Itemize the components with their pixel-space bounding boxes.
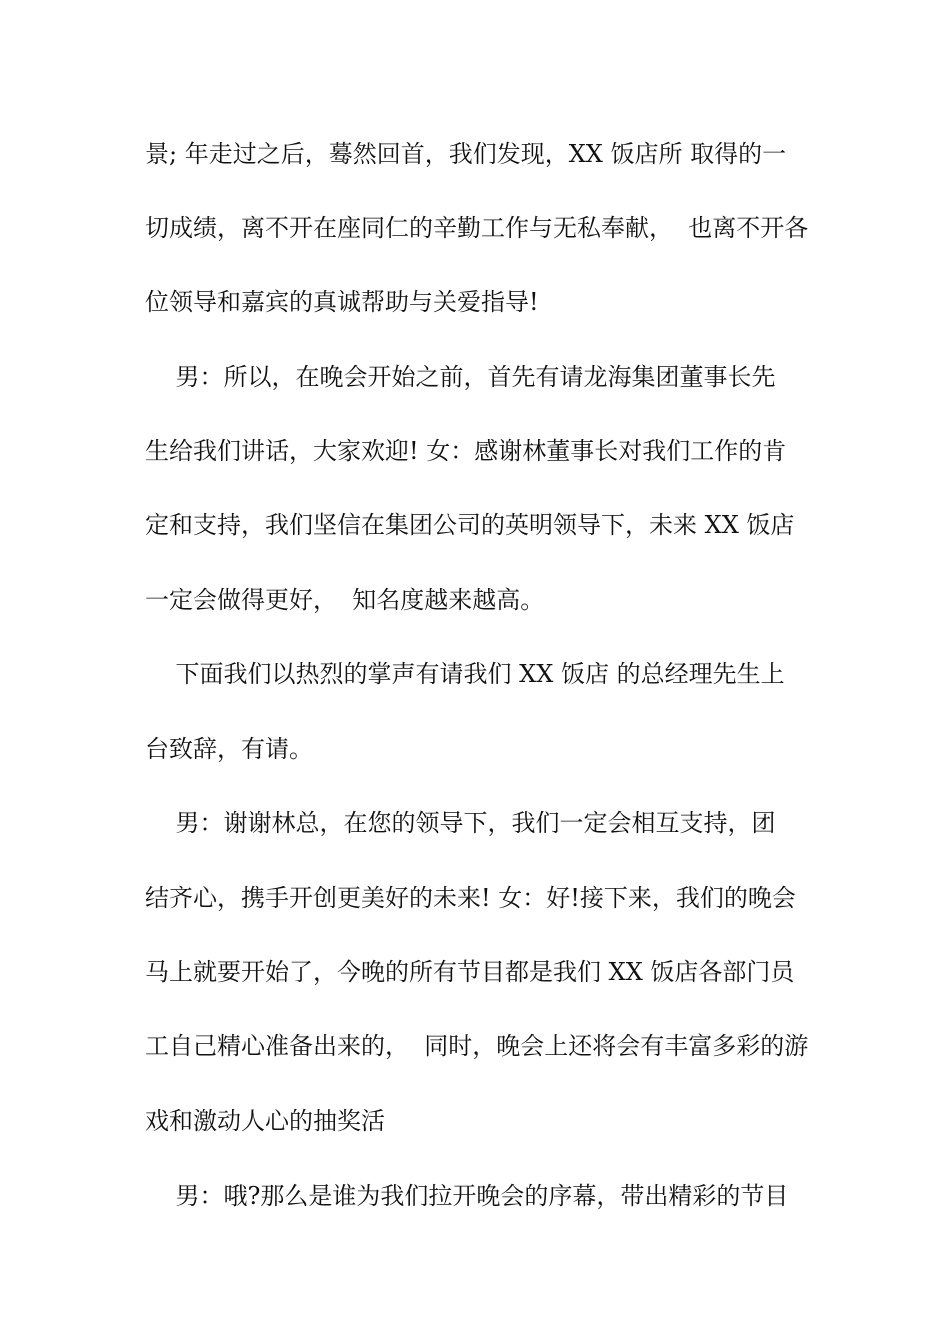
text-line: 马上就要开始了，今晚的所有节目都是我们 XX 饭店各部门员 [145,958,795,986]
text-line: 戏和激动人心的抽奖活 [145,1107,385,1135]
text-line: 一定会做得更好， 知名度越来越高。 [145,586,545,614]
text-line: 台致辞，有请。 [145,735,313,763]
text-line: 景; 年走过之后，蓦然回首，我们发现，XX 饭店所 取得的一 [145,140,787,168]
text-line: 下面我们以热烈的掌声有请我们 XX 饭店 的总经理先生上 [145,660,785,688]
text-line: 位领导和嘉宾的真诚帮助与关爱指导! [145,288,539,316]
text-line: 工自己精心准备出来的， 同时，晚会上还将会有丰富多彩的游 [145,1032,809,1060]
text-line: 生给我们讲话，大家欢迎! 女：感谢林董事长对我们工作的肯 [145,437,787,465]
text-line: 定和支持，我们坚信在集团公司的英明领导下，未来 XX 饭店 [145,511,795,539]
text-line: 男：所以，在晚会开始之前，首先有请龙海集团董事长先 [145,363,776,391]
text-line: 结齐心，携手开创更美好的未来! 女：好!接下来，我们的晚会 [145,884,796,912]
text-line: 切成绩，离不开在座同仁的辛勤工作与无私奉献， 也离不开各 [145,214,809,242]
text-line: 男：哦?那么是谁为我们拉开晚会的序幕，带出精彩的节目 [145,1182,789,1210]
text-line: 男：谢谢林总，在您的领导下，我们一定会相互支持，团 [145,809,776,837]
